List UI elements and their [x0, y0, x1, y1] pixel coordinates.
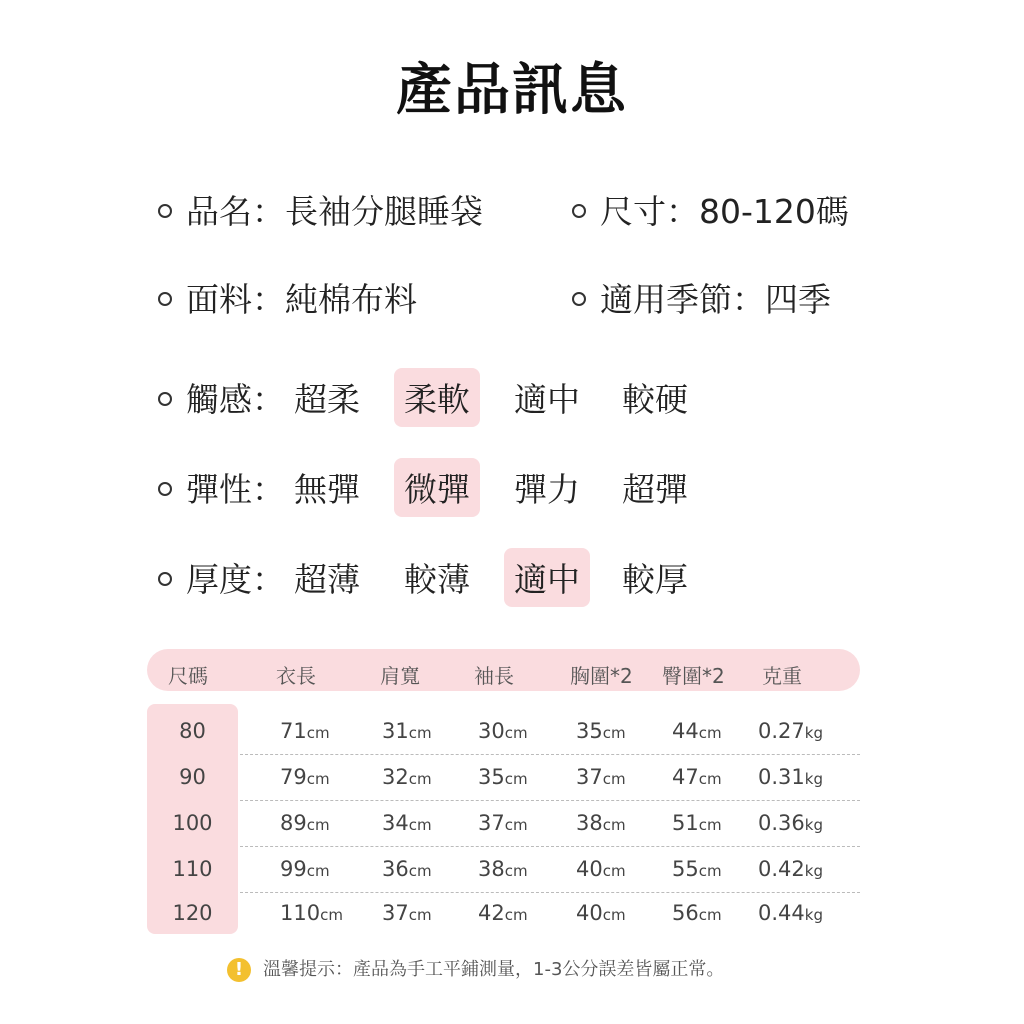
table-header-cell: 袖長	[474, 664, 514, 688]
info-fabric	[158, 274, 417, 321]
measurement-cell: 110cm	[280, 901, 343, 925]
weight-cell: 0.42kg	[758, 857, 823, 881]
warning-icon: !	[227, 958, 251, 982]
attribute-label	[158, 374, 285, 421]
bullet-icon	[158, 482, 172, 496]
attribute-option: 較硬	[622, 380, 688, 419]
fabric-text: 面料：純棉布料	[186, 280, 417, 319]
weight-cell: 0.44kg	[758, 901, 823, 925]
attribute-label	[158, 464, 285, 511]
measurement-cell: 71cm	[280, 719, 330, 743]
attribute-option: 彈力	[514, 470, 580, 509]
weight-cell: 0.27kg	[758, 719, 823, 743]
bullet-icon	[158, 572, 172, 586]
measurement-cell: 32cm	[382, 765, 432, 789]
measurement-cell: 30cm	[478, 719, 528, 743]
attribute-option: 超柔	[294, 380, 360, 419]
measurement-cell: 36cm	[382, 857, 432, 881]
info-product-name	[158, 186, 483, 233]
measurement-cell: 99cm	[280, 857, 330, 881]
table-header-cell: 克重	[762, 664, 802, 688]
measurement-cell: 47cm	[672, 765, 722, 789]
size-cell: 90	[179, 765, 206, 789]
measurement-cell: 42cm	[478, 901, 528, 925]
measurement-cell: 35cm	[576, 719, 626, 743]
attribute-option-selected: 適中	[504, 548, 590, 607]
table-header-cell: 臀圍*2	[662, 664, 725, 688]
measurement-cell: 55cm	[672, 857, 722, 881]
attribute-option: 適中	[514, 380, 580, 419]
size-cell: 110	[172, 857, 213, 881]
measurement-cell: 51cm	[672, 811, 722, 835]
bullet-icon	[158, 204, 172, 218]
attribute-option: 無彈	[294, 470, 360, 509]
row-divider	[240, 846, 860, 847]
measurement-cell: 38cm	[576, 811, 626, 835]
product-name-text: 品名：長袖分腿睡袋	[186, 192, 483, 231]
attribute-option-selected: 柔軟	[394, 368, 480, 427]
size-cell: 120	[172, 901, 213, 925]
attribute-option: 較薄	[404, 560, 470, 599]
weight-cell: 0.31kg	[758, 765, 823, 789]
attribute-option: 超彈	[622, 470, 688, 509]
bullet-icon	[572, 204, 586, 218]
table-header-cell: 衣長	[276, 664, 316, 688]
table-header-cell: 胸圍*2	[570, 664, 633, 688]
measurement-cell: 89cm	[280, 811, 330, 835]
bullet-icon	[158, 292, 172, 306]
measurement-cell: 56cm	[672, 901, 722, 925]
note-text: 溫馨提示：產品為手工平鋪測量，1-3公分誤差皆屬正常。	[263, 959, 725, 980]
measurement-cell: 79cm	[280, 765, 330, 789]
bullet-icon	[572, 292, 586, 306]
measurement-cell: 37cm	[382, 901, 432, 925]
row-divider	[240, 892, 860, 893]
attribute-option: 較厚	[622, 560, 688, 599]
size-range-text: 尺寸：80-120碼	[600, 192, 849, 231]
attribute-label-text: 彈性：	[186, 470, 285, 509]
measurement-cell: 44cm	[672, 719, 722, 743]
measurement-cell: 34cm	[382, 811, 432, 835]
measurement-note	[227, 955, 724, 982]
attribute-label-text: 觸感：	[186, 380, 285, 419]
measurement-cell: 40cm	[576, 901, 626, 925]
row-divider	[240, 754, 860, 755]
bullet-icon	[158, 392, 172, 406]
size-cell: 80	[179, 719, 206, 743]
attribute-option-selected: 微彈	[394, 458, 480, 517]
info-size-range	[572, 186, 849, 233]
season-text: 適用季節：四季	[600, 280, 831, 319]
table-header-cell: 肩寬	[380, 664, 420, 688]
page-title: 產品訊息	[396, 57, 628, 123]
attribute-option: 超薄	[294, 560, 360, 599]
weight-cell: 0.36kg	[758, 811, 823, 835]
measurement-cell: 37cm	[478, 811, 528, 835]
measurement-cell: 40cm	[576, 857, 626, 881]
measurement-cell: 31cm	[382, 719, 432, 743]
measurement-cell: 38cm	[478, 857, 528, 881]
table-header-cell: 尺碼	[168, 664, 208, 688]
measurement-cell: 35cm	[478, 765, 528, 789]
attribute-label	[158, 554, 285, 601]
info-season	[572, 274, 831, 321]
row-divider	[240, 800, 860, 801]
attribute-label-text: 厚度：	[186, 560, 285, 599]
measurement-cell: 37cm	[576, 765, 626, 789]
size-cell: 100	[172, 811, 213, 835]
